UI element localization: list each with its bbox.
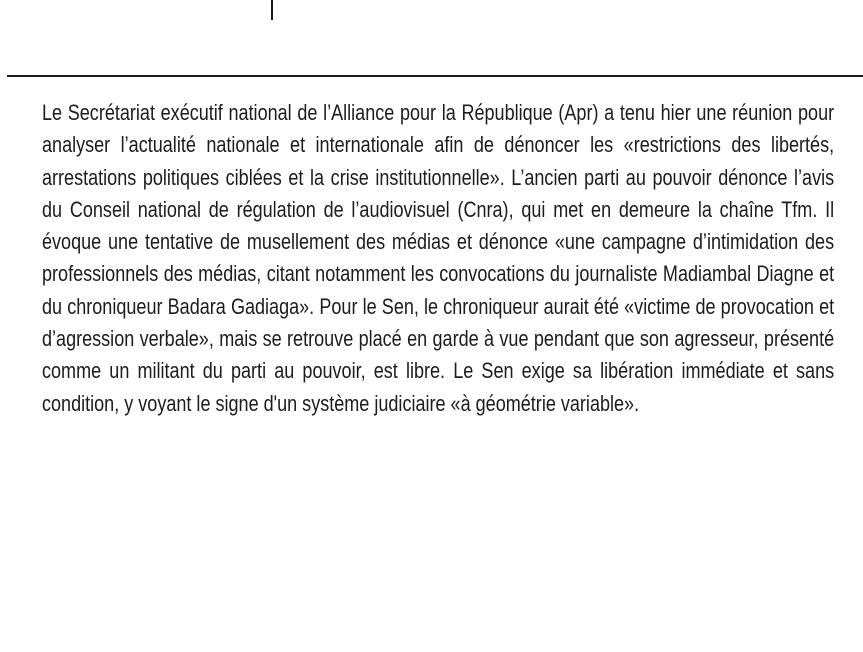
column-divider xyxy=(271,0,273,20)
section-rule xyxy=(7,75,863,77)
article-body: Le Secrétariat exécutif national de l’Alliance pour la République (Apr) a tenu hier une réunion pour analyser l’actualité nationale et internationale afin de dénoncer les «restrictions des libertés, arrestations politiques ciblées et la crise institutionnelle». L’ancien parti au pouvoir dénonce l’avis du Conseil national de régulation de l’audiovisuel (Cnra), qui met en demeure la chaîne Tfm. Il évoque une tentative de musellement des médias et dénonce «une campagne d’intimidation des professionnels des médias, citant notamment les convocations du journaliste Madiambal Diagne et du chroniqueur Badara Gadiaga». Pour le Sen, le chroniqueur aurait été «victime de provocation et d’agression verbale», mais se retrouve placé en garde à vue pendant que son agresseur, présenté comme un militant du parti au pouvoir, est libre. Le Sen exige sa libération immédiate et sans condition, y voyant le signe d'un système judiciaire «à géométrie variable». xyxy=(42,100,835,416)
